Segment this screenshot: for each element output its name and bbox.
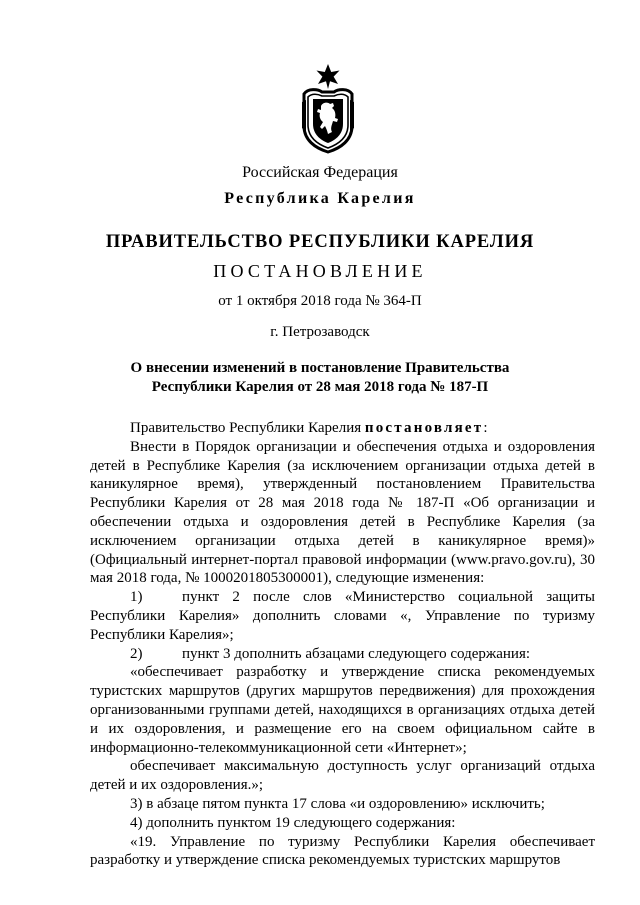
preamble xyxy=(90,419,595,438)
preamble-emphasis: постановляет xyxy=(364,420,484,436)
item-2-number: 2) xyxy=(130,645,143,662)
item-1 xyxy=(90,588,595,644)
country-name: Российская Федерация xyxy=(242,164,398,181)
document-body xyxy=(90,419,595,870)
quote-paragraph-2: обеспечивает максимальную доступность услуг организаций отдыха детей и их оздоровления.»; xyxy=(90,758,595,794)
item-1-text: пункт 2 после слов «Министерство социальной защиты Республики Карелия» дополнить словами «, Управление по туризму Республики Карелия»; xyxy=(90,589,595,643)
item-2 xyxy=(90,645,595,664)
subject-line-1: О внесении изменений в постановление Правительства xyxy=(130,360,510,376)
item-19-paragraph: «19. Управление по туризму Республики Карелия обеспечивает разработку и утверждение списка рекомендуемых туристских маршрутов xyxy=(90,833,595,869)
republic-name: Республика Карелия xyxy=(224,190,416,207)
karelia-coat-of-arms-icon xyxy=(298,62,358,154)
quote-paragraph-1: «обеспечивает разработку и утверждение списка рекомендуемых туристских маршрутов (других маршрутов передвижения) для прохождения организованными группами детей, находящихся в организациях отдыха детей и их оздоровления, и размещение его на своем официальном сайте в информационно-телекоммуникационной сети «Интернет»; xyxy=(90,664,595,756)
preamble-tail: : xyxy=(483,420,488,436)
item-1-number: 1) xyxy=(130,589,143,606)
item-4: 4) дополнить пунктом 19 следующего содержания: xyxy=(130,814,456,831)
item-3: 3) в абзаце пятом пункта 17 слова «и оздоровлению» исключить; xyxy=(130,795,545,812)
item-2-text: пункт 3 дополнить абзацами следующего содержания: xyxy=(182,645,531,662)
city-name: г. Петрозаводск xyxy=(270,324,370,340)
document-type: ПОСТАНОВЛЕНИЕ xyxy=(213,261,427,281)
preamble-lead: Правительство Республики Карелия xyxy=(130,420,365,436)
intro-paragraph: Внести в Порядок организации и обеспечения отдыха и оздоровления детей в Республике Карелия (за исключением организации отдыха детей в каникулярное время), утвержденный постановлением Правительства Республики Карелия от 28 мая 2018 года № 187-П «Об организации и обеспечении отдыха и оздоровления детей в Республике Карелия (за исключением организации отдыха детей в каникулярное время)» (Официальный интернет-портал правовой информации (www.pravo.gov.ru), 30 мая 2018 года, № 1000201805300001), следующие изменения: xyxy=(90,438,595,587)
government-title: ПРАВИТЕЛЬСТВО РЕСПУБЛИКИ КАРЕЛИЯ xyxy=(105,232,535,252)
document-number-date: от 1 октября 2018 года № 364-П xyxy=(218,293,422,309)
subject-line-2: Республики Карелия от 28 мая 2018 года № 187-П xyxy=(151,379,489,395)
